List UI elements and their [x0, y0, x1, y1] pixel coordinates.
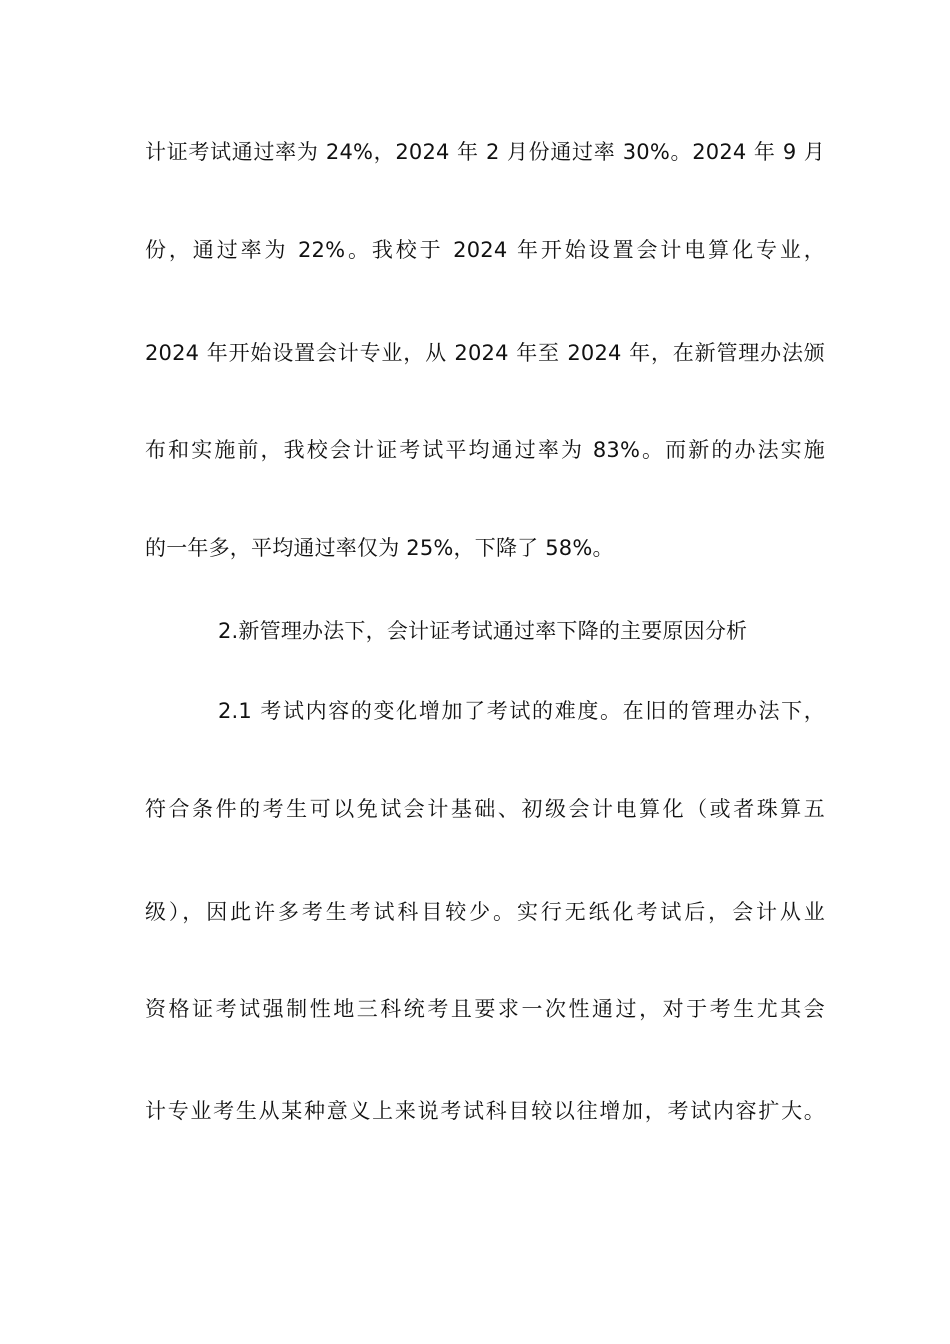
paragraph-line-9: 计专业考生从某种意义上来说考试科目较以往增加，考试内容扩大。	[145, 1099, 825, 1123]
paragraph-line-1: 计证考试通过率为 24%，2024 年 2 月份通过率 30%。2024 年 9 月	[145, 140, 825, 164]
paragraph-line-7: 级），因此许多考生考试科目较少。实行无纸化考试后，会计从业	[145, 900, 825, 924]
paragraph-line-6: 符合条件的考生可以免试会计基础、初级会计电算化（或者珠算五	[145, 797, 825, 821]
paragraph-line-4: 布和实施前，我校会计证考试平均通过率为 83%。而新的办法实施	[145, 438, 825, 462]
paragraph-line-5: 的一年多，平均通过率仅为 25%，下降了 58%。	[145, 536, 614, 560]
paragraph-line-3: 2024 年开始设置会计专业，从 2024 年至 2024 年，在新管理办法颁	[145, 341, 825, 365]
subsection-line-1: 2.1 考试内容的变化增加了考试的难度。在旧的管理办法下，	[218, 699, 825, 723]
section-heading: 2.新管理办法下，会计证考试通过率下降的主要原因分析	[218, 619, 748, 643]
paragraph-line-8: 资格证考试强制性地三科统考且要求一次性通过，对于考生尤其会	[145, 997, 825, 1021]
paragraph-line-2: 份，通过率为 22%。我校于 2024 年开始设置会计电算化专业，	[145, 238, 825, 262]
